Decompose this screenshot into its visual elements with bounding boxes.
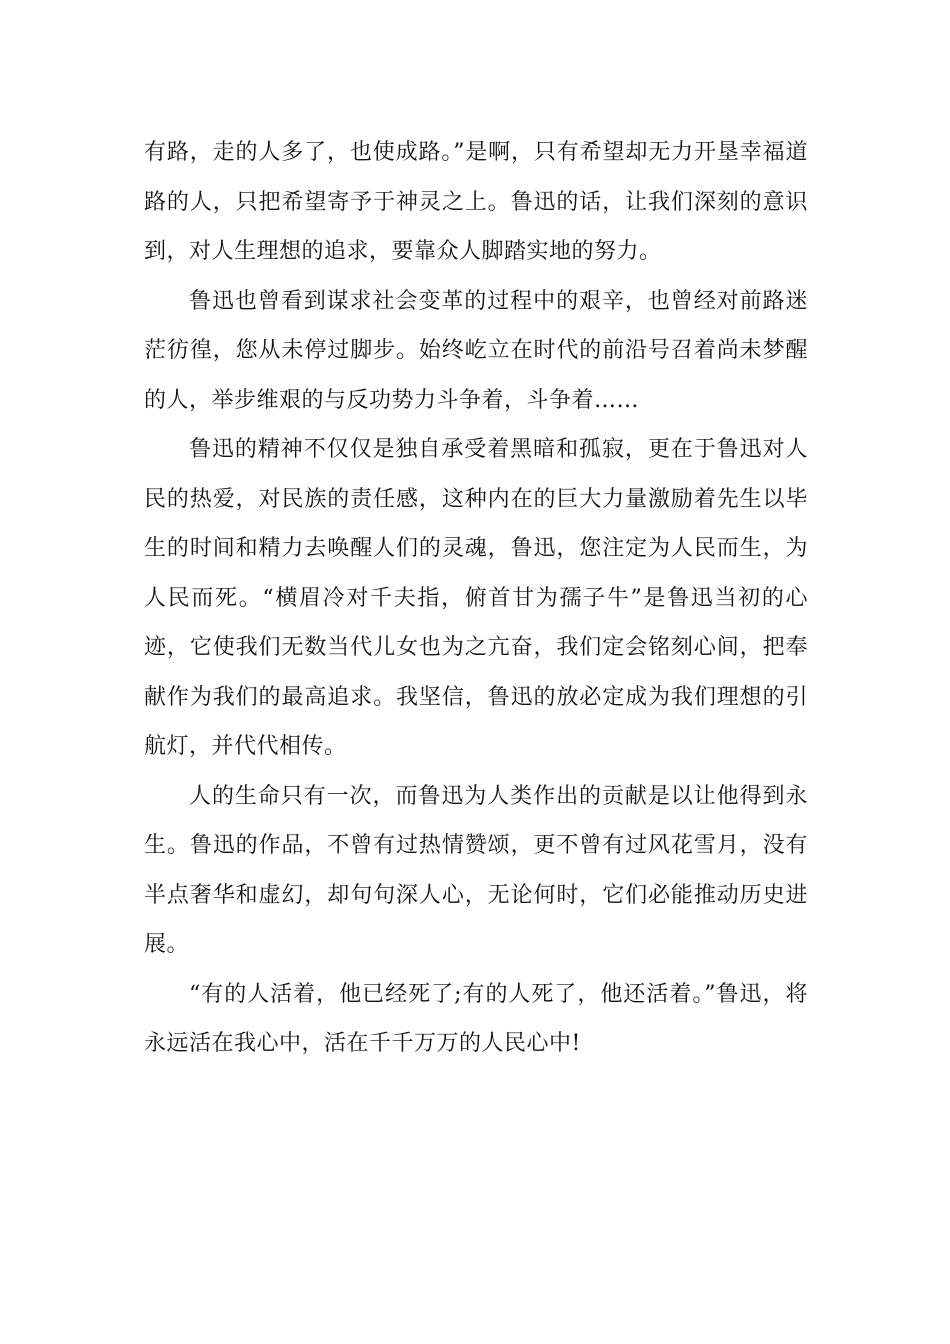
paragraph-2: 鲁迅也曾看到谋求社会变革的过程中的艰辛，也曾经对前路迷茫彷徨，您从未停过脚步。始终屹立在时代的前沿号召着尚未梦醒的人，举步维艰的与反功势力斗争着，斗争着…… (144, 288, 808, 413)
paragraph-5: “有的人活着，他已经死了;有的人死了，他还活着。”鲁迅，将永远活在我心中，活在千千万万的人民心中! (144, 981, 808, 1056)
paragraph-1: 有路，走的人多了，也使成路。”是啊，只有希望却无力开垦幸福道路的人，只把希望寄予于神灵之上。鲁迅的话，让我们深刻的意识到，对人生理想的追求，要靠众人脚踏实地的努力。 (144, 140, 808, 264)
paragraph-4: 人的生命只有一次，而鲁迅为人类作出的贡献是以让他得到永生。鲁迅的作品，不曾有过热情赞颂，更不曾有过风花雪月，没有半点奢华和虚幻，却句句深人心，无论何时，它们必能推动历史进展。 (144, 783, 808, 957)
paragraph-3: 鲁迅的精神不仅仅是独自承受着黑暗和孤寂，更在于鲁迅对人民的热爱，对民族的责任感，这种内在的巨大力量激励着先生以毕生的时间和精力去唤醒人们的灵魂，鲁迅，您注定为人民而生，为人民而死。“横眉冷对千夫指，俯首甘为孺子牛”是鲁迅当初的心迹，它使我们无数当代儿女也为之亢奋，我们定会铭刻心间，把奉献作为我们的最高追求。我坚信，鲁迅的放必定成为我们理想的引航灯，并代代相传。 (144, 437, 808, 759)
essay-body (144, 128, 808, 1069)
